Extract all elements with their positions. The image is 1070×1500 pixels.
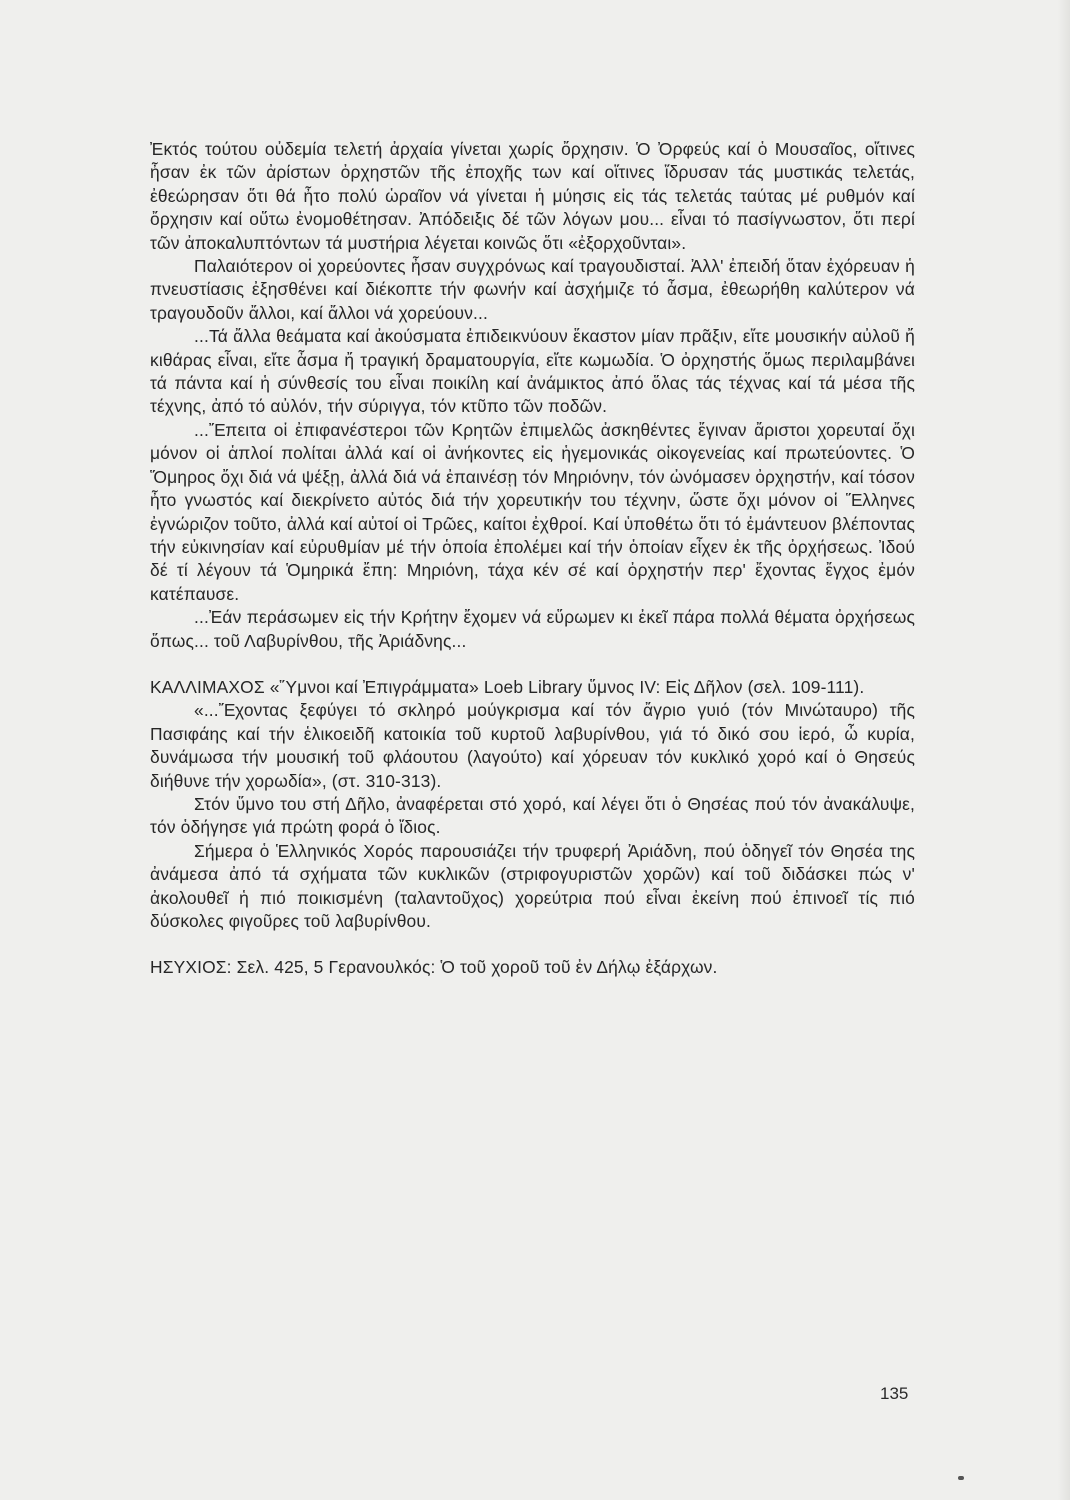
document-body [150, 138, 915, 980]
quote-hymn: «...Ἔχοντας ξεφύγει τό σκληρό μούγκρισμα καί τόν ἄγριο γυιό (τόν Μινώταυρο) τῆς Πασιφάης καί τήν ἑλικοειδῆ κατοικία τοῦ κυρτοῦ λαβυρίνθου, γιά τό δικό σου ἱερό, ὦ κυρία, δυνάμωσα τήν μουσική τοῦ φλάουτου (λαγούτο) καί χόρευαν τόν κυκλικό χορό καί ὁ Θησεύς διήθυνε τήν χορωδία», (στ. 310-313). [150, 700, 915, 791]
page-number: 135 [880, 1384, 909, 1403]
paragraph-hymn-delos: Στόν ὕμνο του στή Δῆλο, ἀναφέρεται στό χορό, καί λέγει ὅτι ὁ Θησέας πού τόν ἀνακάλυψε, τόν ὁδήγησε γιά πρώτη φορά ὁ ἴδιος. [150, 793, 915, 838]
paragraph-orpheus: Ἐκτός τούτου οὐδεμία τελετή ἀρχαία γίνεται χωρίς ὄρχησιν. Ὁ Ὀρφεύς καί ὁ Μουσαῖος, οἵτινες ἦσαν ἐκ τῶν ἀρίστων ὀρχηστῶν τῆς ἐποχῆς των καί οἵτινες ἵδρυσαν τάς μυστικάς τελετάς, ἐθεώρησαν ὅτι θά ἦτο πολύ ὡραῖον νά γίνεται ἡ μύησις εἰς τάς τελετάς ταύτας μέ ρυθμόν καί ὄρχησιν καί οὕτω ἐνομοθέτησαν. Ἀπόδειξις δέ τῶν λόγων μου... εἶναι τό πασίγνωστον, ὅτι περί τῶν ἀποκαλυπτόντων τά μυστήρια λέγεται κοινῶς ὅτι «ἐξορχοῦνται». [150, 139, 915, 253]
paragraph-ariadne: Σήμερα ὁ Ἑλληνικός Χορός παρουσιάζει τήν τρυφερή Ἀριάδνη, πού ὁδηγεῖ τόν Θησέα της ἀνάμεσα ἀπό τά σχήματα τῶν κυκλικῶν (στριφογυριστῶν χορῶν) καί τοῦ διδάσκει πώς ν' ἀκολουθεῖ ἡ πιό ποικισμένη (ταλαντοῦχος) χορεύτρια πού εἶναι ἐκείνη πού ἐπινοεῖ τίς πιό δύσκολες φιγοῦρες τοῦ λαβυρίνθου. [150, 840, 915, 931]
paragraph-spectacles: ...Τά ἄλλα θεάματα καί ἀκούσματα ἐπιδεικνύουν ἕκαστον μίαν πρᾶξιν, εἴτε μουσικήν αὐλοῦ ἤ κιθάρας εἶναι, εἴτε ἆσμα ἤ τραγική δραματουργία, εἴτε κωμωδία. Ὁ ὀρχηστής ὅμως περιλαμβάνει τά πάντα καί ἡ σύνθεσίς του εἶναι ποικίλη καί ἀνάμικτος ἀπό ὅλας τάς τέχνας καί τά μέσα τῆς τέχνης, ἀπό τό αὐλόν, τήν σύριγγα, τόν κτῦπο τῶν ποδῶν. [150, 326, 915, 417]
page-edge-shadow [1058, 0, 1070, 1500]
paragraph-cretans: ...Ἔπειτα οἱ ἐπιφανέστεροι τῶν Κρητῶν ἐπιμελῶς ἀσκηθέντες ἔγιναν ἄριστοι χορευταί ὄχι μόνον οἱ ἁπλοί πολίται ἀλλά καί οἱ ἀνήκοντες εἰς ἡγεμονικάς οἰκογενείας καί πρωτεύοντες. Ὁ Ὅμηρος ὄχι διά νά ψέξῃ, ἀλλά διά νά ἐπαινέσῃ τόν Μηριόνην, τόν ὠνόμασεν ὀρχηστήν, καί τόσον ἦτο γνωστός καί διεκρίνετο αὐτός διά τήν χορευτικήν του τέχνην, ὥστε ὄχι μόνον οἱ Ἕλληνες ἐγνώριζον τοῦτο, ἀλλά καί αὐτοί οἱ Τρῶες, καίτοι ἐχθροί. Καί ὑποθέτω ὅτι τό ἐμάντευον βλέποντας τήν εὐκινησίαν καί εὐρυθμίαν μέ τήν ὁποία ἐπολέμει καί τήν ὁποίαν εἶχεν ἐκ τῆς ὀρχήσεως. Ἰδού δέ τί λέγουν τά Ὁμηρικά ἔπη: Μηριόνη, τάχα κέν σέ καί ὀρχηστήν περ' ἔχοντας ἔγχος ἐμόν κατέπαυσε. [150, 419, 915, 604]
citation-kallimachos: ΚΑΛΛΙΜΑΧΟΣ «Ὕμνοι καί Ἐπιγράμματα» Loeb Library ὕμνος IV: Εἰς Δῆλον (σελ. 109-111). [150, 676, 865, 697]
paragraph-crete-labyrinth: ...Ἐάν περάσωμεν εἰς τήν Κρήτην ἔχομεν νά εὕρωμεν κι ἐκεῖ πάρα πολλά θέματα ὀρχήσεως ὅπως... τοῦ Λαβυρίνθου, τῆς Ἀριάδνης... [150, 607, 915, 651]
paragraph-dancers-singers: Παλαιότερον οἱ χορεύοντες ἦσαν συγχρόνως καί τραγουδισταί. Ἀλλ' ἐπειδή ὅταν ἐχόρευαν ἡ πνευστίασις ἐξησθένει καί διέκοπτε τήν φωνήν καί ἀσχήμιζε τό ἆσμα, ἐθεωρήθη καλύτερον νά τραγουδοῦν ἄλλοι, καί ἄλλοι νά χορεύουν... [150, 256, 915, 323]
scan-speck [958, 1476, 964, 1480]
citation-hesychios: ΗΣΥΧΙΟΣ: Σελ. 425, 5 Γερανουλκός: Ὁ τοῦ χοροῦ τοῦ ἐν Δήλῳ ἐξάρχων. [150, 957, 718, 978]
